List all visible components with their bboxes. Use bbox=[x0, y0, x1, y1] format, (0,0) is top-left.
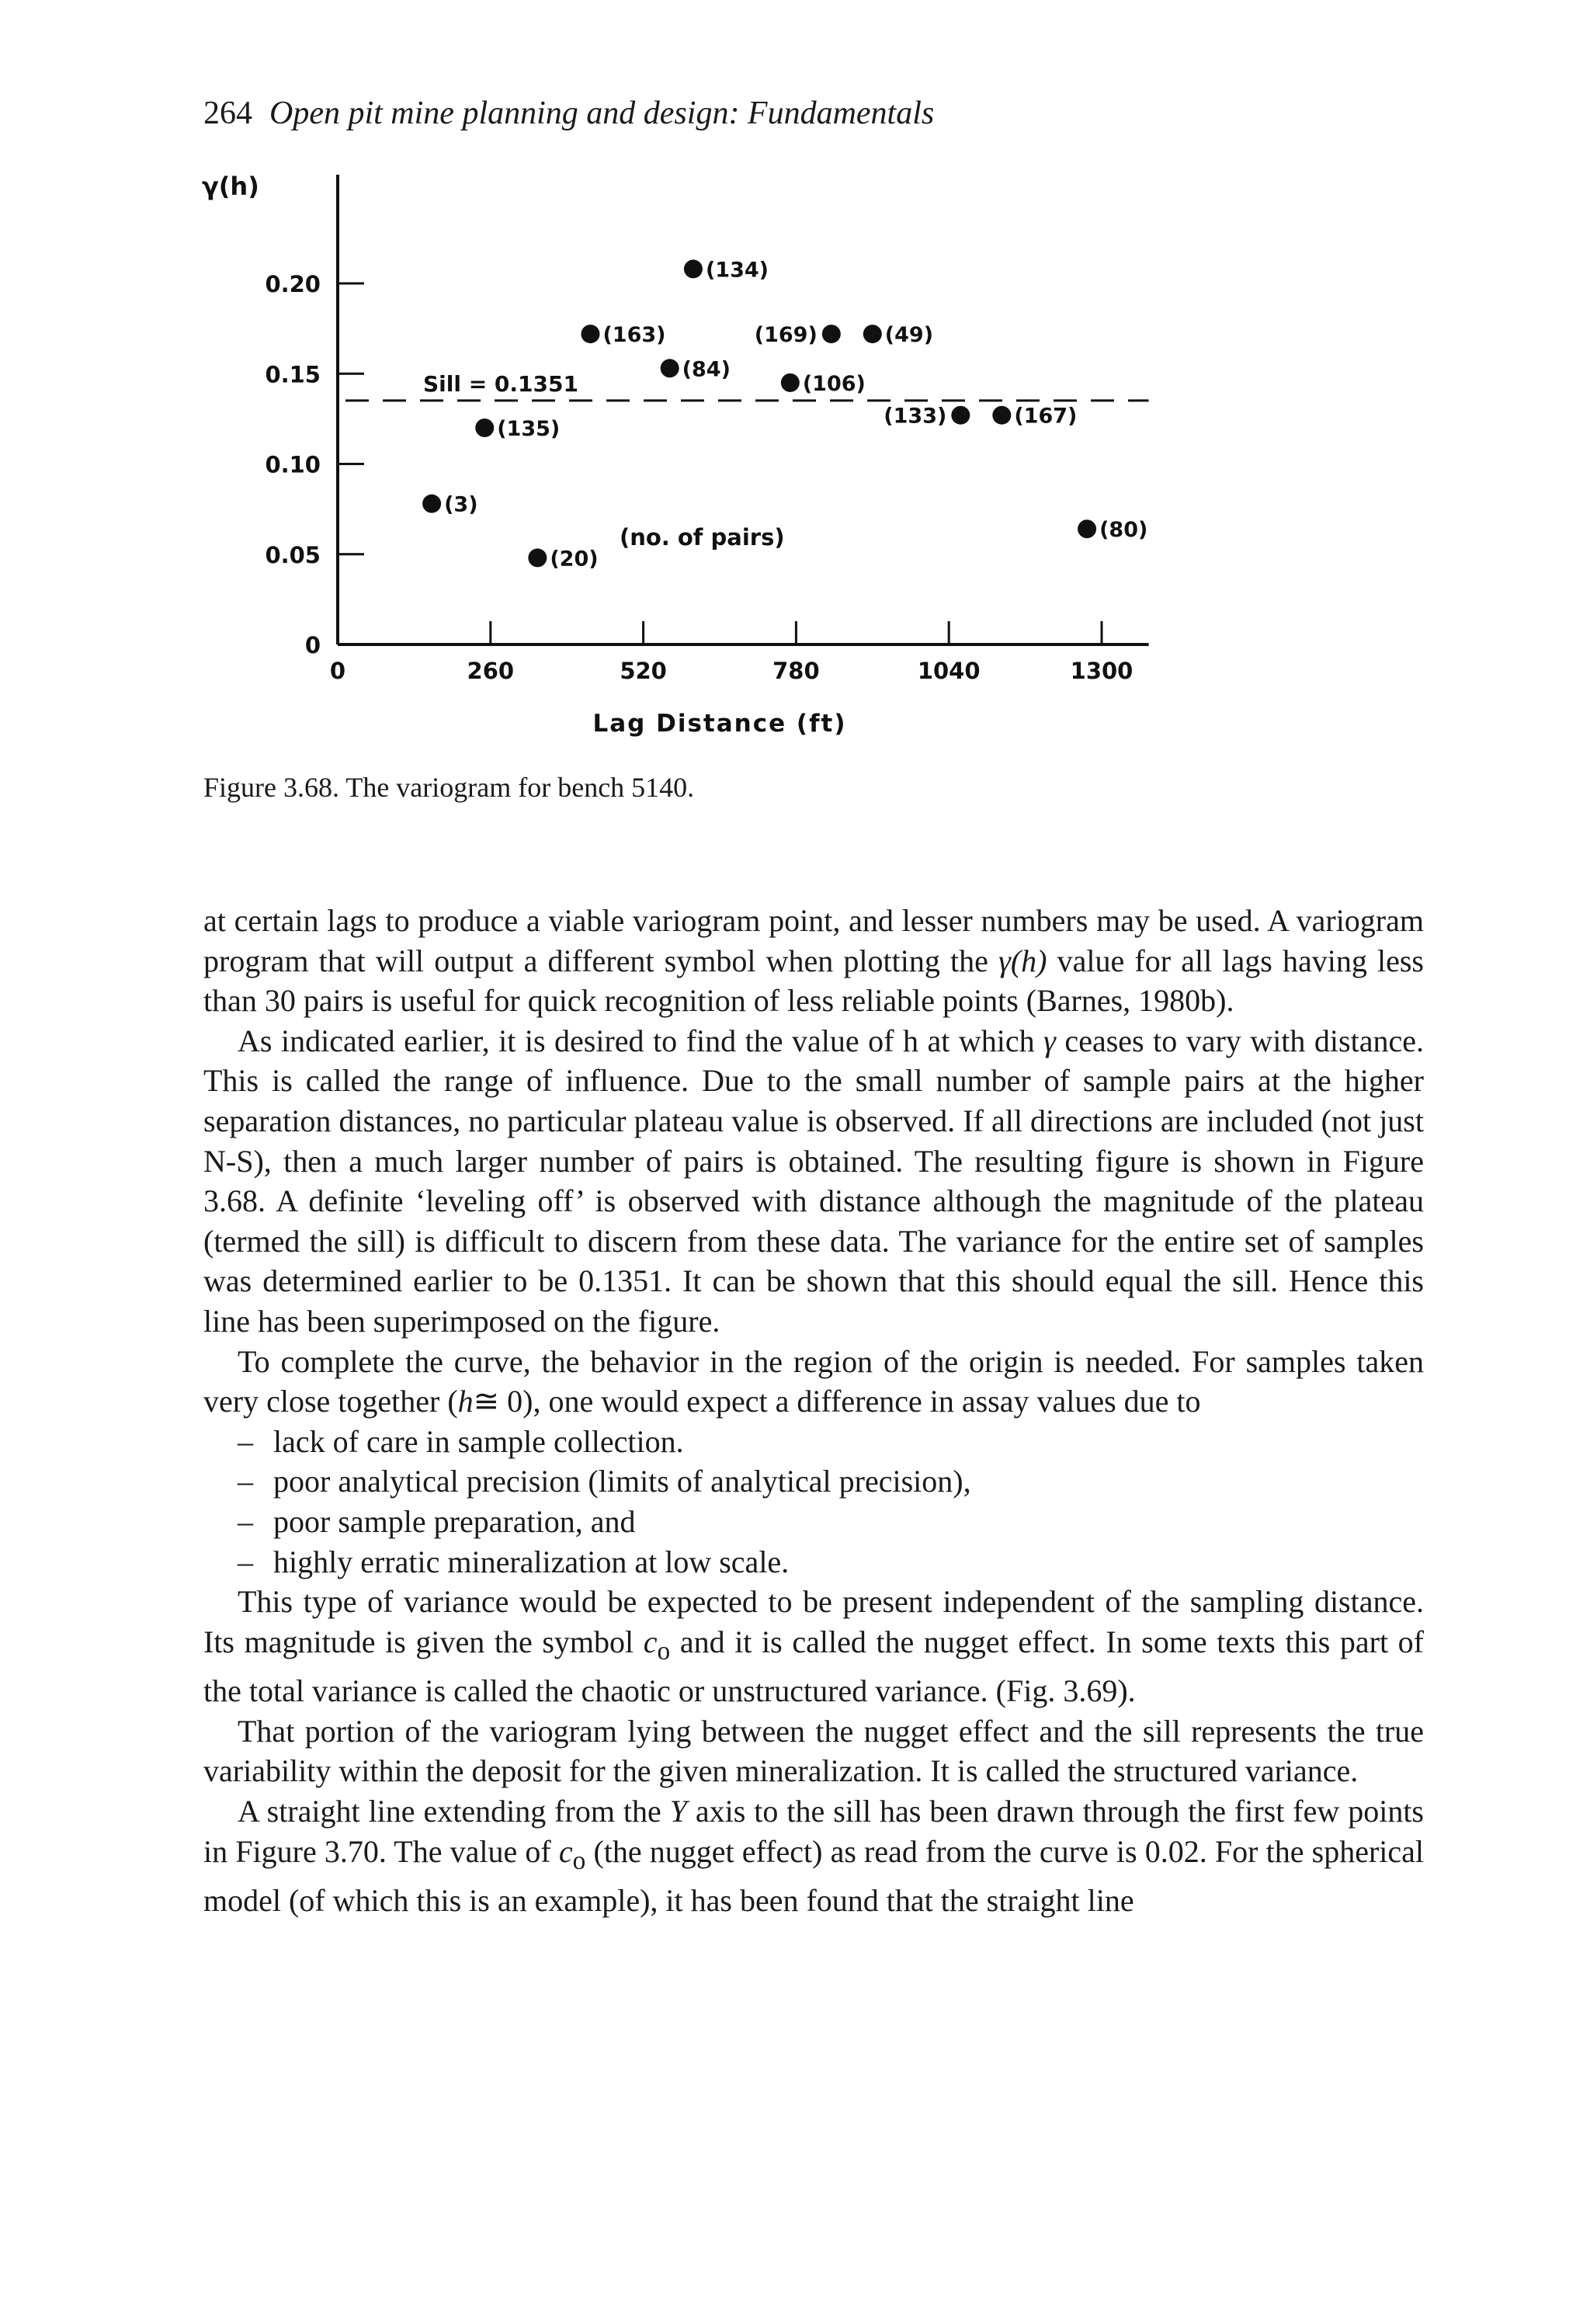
y-axis-label: γ(h) bbox=[202, 172, 259, 201]
data-point bbox=[528, 548, 547, 567]
data-point-label: (106) bbox=[802, 371, 866, 396]
y-tick-label: 0 bbox=[304, 632, 321, 658]
paragraph-6-text-a: A straight line extending from the bbox=[238, 1794, 670, 1829]
data-point bbox=[581, 325, 599, 343]
running-header bbox=[203, 92, 934, 135]
x-tick-label: 780 bbox=[772, 658, 820, 684]
data-point-label: (167) bbox=[1014, 404, 1078, 429]
data-point-label: (84) bbox=[682, 357, 731, 382]
pairs-annotation: (no. of pairs) bbox=[619, 524, 785, 551]
data-point-label: (49) bbox=[884, 323, 934, 348]
list-item-text: poor sample preparation, and bbox=[273, 1503, 636, 1539]
data-point-label: (80) bbox=[1099, 518, 1148, 543]
data-point bbox=[863, 325, 882, 343]
variogram-chart bbox=[171, 159, 1180, 749]
x-tick-label: 0 bbox=[329, 658, 346, 684]
data-point-label: (135) bbox=[497, 417, 561, 441]
y-tick-label: 0.20 bbox=[265, 271, 321, 297]
data-point bbox=[475, 419, 494, 437]
cause-list bbox=[203, 1422, 1424, 1582]
paragraph-4-text-a: This type of variance would be expected to be present independent of the sampling distance. Its magnitude is given the symbol bbox=[203, 1584, 1424, 1659]
paragraph-3 bbox=[203, 1342, 1424, 1422]
list-item bbox=[238, 1542, 1424, 1582]
data-point bbox=[822, 325, 841, 343]
paragraph-1 bbox=[203, 901, 1424, 1021]
paragraph-6-text-b: axis to the sill has been drawn through the first few points in Figure 3.70. The value of bbox=[203, 1794, 1424, 1869]
running-title: Open pit mine planning and design: Fundamentals bbox=[269, 96, 935, 131]
x-tick-label: 1300 bbox=[1070, 658, 1133, 684]
variogram-figure bbox=[171, 159, 1180, 749]
data-point-label: (169) bbox=[754, 323, 818, 348]
c-subscript: o bbox=[657, 1636, 671, 1666]
data-point-label: (163) bbox=[602, 323, 666, 348]
list-item bbox=[238, 1461, 1424, 1502]
data-point bbox=[684, 259, 703, 278]
paragraph-3-text-a: To complete the curve, the behavior in the region of the origin is needed. For samples taken very close together ( bbox=[203, 1343, 1424, 1419]
paragraph-2-text-b: ceases to vary with distance. This is called the range of influence. Due to the small number of sample pairs at the higher separation distances, no particular plateau value is observed. If all directions are included (not just N-S), then a much larger number of pairs is obtained. The resulting figure is shown in Figure 3.68. A definite ‘leveling off’ is observed with distance although the magnitude of the plateau (termed the sill) is difficult to discern from these data. The variance for the entire set of samples was determined earlier to be 0.1351. It can be shown that this should equal the sill. Hence this line has been superimposed on the figure. bbox=[203, 1023, 1424, 1339]
data-point bbox=[422, 495, 441, 513]
approx-zero: ≅ 0 bbox=[473, 1384, 523, 1419]
data-point-label: (134) bbox=[705, 258, 769, 283]
sill-label: Sill = 0.1351 bbox=[423, 370, 578, 397]
data-point bbox=[992, 406, 1011, 425]
y-tick-label: 0.05 bbox=[265, 541, 321, 568]
data-point bbox=[661, 359, 679, 377]
data-point bbox=[1078, 519, 1096, 538]
list-item bbox=[238, 1502, 1424, 1542]
gamma-symbol: γ bbox=[1043, 1023, 1056, 1058]
list-item bbox=[238, 1422, 1424, 1462]
x-tick-label: 260 bbox=[467, 658, 515, 684]
paragraph-1-text: at certain lags to produce a viable variogram point, and lesser numbers may be used. A variogram program that will output a different symbol when plotting the bbox=[203, 903, 1424, 978]
data-point-label: (20) bbox=[550, 547, 599, 571]
list-item-text: highly erratic mineralization at low scale. bbox=[273, 1544, 790, 1579]
y-axis-symbol: Y bbox=[669, 1794, 687, 1829]
data-point-label: (3) bbox=[444, 492, 478, 517]
list-dash: – bbox=[238, 1503, 253, 1539]
data-point bbox=[951, 406, 970, 425]
x-tick-label: 520 bbox=[620, 658, 667, 684]
data-point-label: (133) bbox=[884, 404, 947, 429]
list-dash: – bbox=[238, 1464, 253, 1499]
paragraph-1-tail: value for all lags having less than 30 pairs is useful for quick recognition of less reliable points (Barnes, 1980b). bbox=[203, 943, 1424, 1019]
paragraph-4 bbox=[203, 1582, 1424, 1711]
list-dash: – bbox=[238, 1544, 253, 1579]
x-axis-label: Lag Distance (ft) bbox=[592, 710, 847, 738]
list-item-text: poor analytical precision (limits of analytical precision), bbox=[273, 1464, 971, 1499]
y-tick-label: 0.10 bbox=[265, 451, 321, 478]
gamma-h-symbol: γ(h) bbox=[998, 943, 1047, 978]
paragraph-2-text-a: As indicated earlier, it is desired to find the value of h at which bbox=[238, 1023, 1044, 1058]
paragraph-4-text-b: and it is called the nugget effect. In some texts this part of the total variance is called the chaotic or unstructured variance. (Fig. 3.69). bbox=[203, 1624, 1424, 1709]
paragraph-2 bbox=[203, 1021, 1424, 1342]
h-symbol: h bbox=[457, 1384, 474, 1419]
c-subscript: o bbox=[572, 1846, 586, 1875]
c-symbol: c bbox=[643, 1624, 658, 1659]
paragraph-3-text-b: ), one would expect a difference in assay values due to bbox=[522, 1384, 1201, 1419]
c-symbol: c bbox=[558, 1833, 573, 1869]
x-tick-label: 1040 bbox=[917, 658, 981, 684]
paragraph-6-text-c: (the nugget effect) as read from the curve is 0.02. For the spherical model (of which this is an example), it has been found that the straight line bbox=[203, 1833, 1424, 1919]
paragraph-5: That portion of the variogram lying between the nugget effect and the sill represents the true variability within the deposit for the given mineralization. It is called the structured variance. bbox=[203, 1713, 1424, 1789]
y-tick-label: 0.15 bbox=[265, 361, 321, 388]
data-point bbox=[781, 373, 800, 392]
paragraph-6 bbox=[203, 1791, 1424, 1921]
list-item-text: lack of care in sample collection. bbox=[273, 1423, 684, 1459]
list-dash: – bbox=[238, 1423, 253, 1459]
page-number: 264 bbox=[203, 96, 252, 131]
body-text bbox=[203, 901, 1424, 1921]
figure-caption: Figure 3.68. The variogram for bench 5140. bbox=[203, 772, 695, 803]
